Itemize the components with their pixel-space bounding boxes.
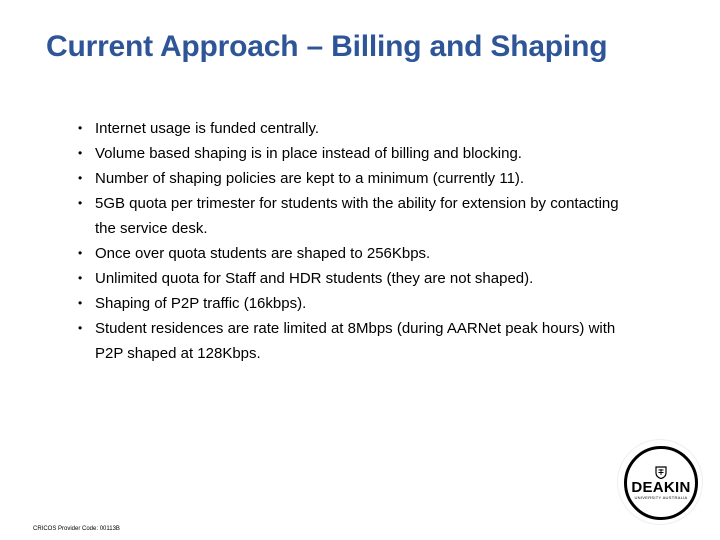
list-item <box>78 291 638 316</box>
logo-wordmark: DEAKIN <box>631 478 691 496</box>
slide-title: Current Approach – Billing and Shaping <box>46 30 608 63</box>
list-item-text: Unlimited quota for Staff and HDR students (they are not shaped). <box>95 270 534 287</box>
logo-subtext: UNIVERSITY AUSTRALIA <box>634 494 688 500</box>
bullet-icon: • <box>78 271 83 285</box>
bullet-icon: • <box>78 121 83 135</box>
list-item <box>78 241 638 266</box>
crest-icon <box>655 466 667 479</box>
logo-ring <box>624 446 698 520</box>
list-item-text: Shaping of P2P traffic (16kbps). <box>95 295 307 312</box>
cricos-footer: CRICOS Provider Code: 00113B <box>33 526 120 532</box>
list-item-text: Once over quota students are shaped to 256Kbps. <box>95 245 431 262</box>
bullet-list <box>78 116 638 366</box>
list-item-text: Internet usage is funded centrally. <box>95 120 320 137</box>
bullet-icon: • <box>78 246 83 260</box>
list-item <box>78 141 638 166</box>
list-item <box>78 191 638 241</box>
list-item-text: 5GB quota per trimester for students with the ability for extension by contacting the service desk. <box>95 195 619 237</box>
bullet-icon: • <box>78 321 83 335</box>
list-item-text: Volume based shaping is in place instead of billing and blocking. <box>95 145 522 162</box>
list-item <box>78 116 638 141</box>
list-item <box>78 166 638 191</box>
bullet-icon: • <box>78 146 83 160</box>
bullet-icon: • <box>78 196 83 210</box>
list-item <box>78 266 638 291</box>
bullet-icon: • <box>78 171 83 185</box>
bullet-icon: • <box>78 296 83 310</box>
list-item <box>78 316 638 366</box>
list-item-text: Number of shaping policies are kept to a minimum (currently 11). <box>95 170 525 187</box>
deakin-logo <box>618 440 702 524</box>
list-item-text: Student residences are rate limited at 8Mbps (during AARNet peak hours) with P2P shaped at 128Kbps. <box>95 320 616 362</box>
